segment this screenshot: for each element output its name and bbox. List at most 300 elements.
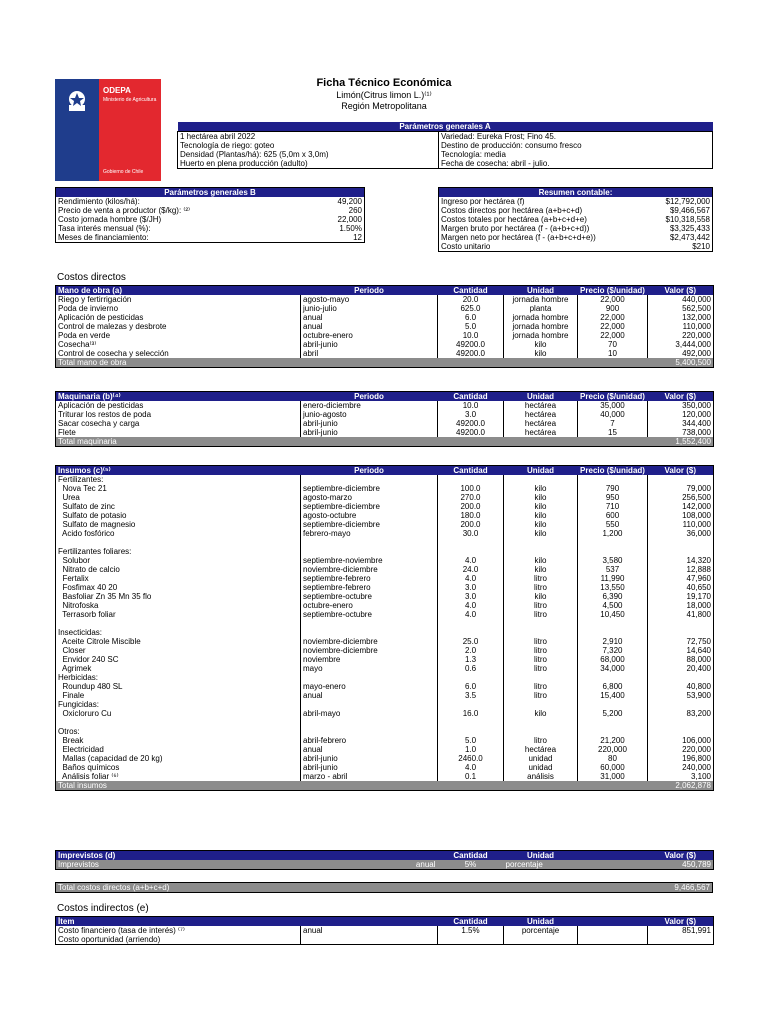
cell: Mallas (capacidad de 20 kg) [58,754,163,763]
cell: kilo [504,565,578,574]
cell [56,718,301,727]
cell: 1.5% [438,926,504,935]
cell: unidad [504,763,578,772]
cell: Aplicación de pesticidas [58,313,144,322]
cell: 537 [578,565,648,574]
cell [301,718,438,727]
table-row [56,538,714,547]
cell: 68,000 [578,655,648,664]
cell: 562,500 [648,304,714,313]
cell: 625.0 [438,304,504,313]
cell: 3,444,000 [648,340,714,349]
col-header: Valor ($) [648,392,714,402]
total-label: Total costos directos (a+b+c+d) [58,883,170,892]
cell: 900 [578,304,648,313]
cell: litro [504,637,578,646]
table-header [56,286,714,296]
cell: Roundup 480 SL [58,682,123,691]
cell [578,628,648,637]
cell: Triturar los restos de poda [58,410,152,419]
cell: 35,000 [578,401,648,410]
cell: anual [301,926,438,935]
cell: Fertalix [58,574,89,583]
cell [56,619,301,628]
cell: 240,000 [648,763,714,772]
cell: litro [504,691,578,700]
resumen-table [438,187,713,252]
cell: 2.0 [438,646,504,655]
table-row [56,565,714,574]
table-row [56,419,714,428]
cell [438,673,504,682]
cell: 550 [578,520,648,529]
col-header: Valor ($) [648,851,714,861]
cell: 180.0 [438,511,504,520]
table-row [56,511,714,520]
cell: Terrasorb foliar [58,610,116,619]
cell: 220,000 [578,745,648,754]
param-a-item: Destino de producción: consumo fresco [441,141,582,150]
table-row [56,304,714,313]
costos-directos-heading: Costos directos [57,272,126,283]
cell: litro [504,655,578,664]
param-b-value: 1.50% [339,224,362,233]
cell: 49200.0 [438,349,504,358]
cell [578,727,648,736]
page-title: Ficha Técnico Económica [316,77,452,89]
cell: 5% [464,860,477,869]
cell: 49200.0 [438,428,504,437]
cell: 3,100 [648,772,714,781]
cell: Análisis foliar ⁽⁶⁾ [58,772,119,781]
total-row [56,358,714,368]
cell: Oxicloruro Cu [58,709,112,718]
resumen-value: $2,473,442 [669,233,710,242]
cell: litro [504,682,578,691]
cell: Aceite Citrole Miscible [58,637,141,646]
cell: 256,500 [648,493,714,502]
cell: hectárea [504,410,578,419]
cell: kilo [504,484,578,493]
cell: 15 [578,428,648,437]
cell: 110,000 [648,520,714,529]
cell: 851,991 [648,926,714,935]
cell: 220,000 [648,745,714,754]
resumen-label: Margen neto por hectárea (f - (a+b+c+d+e)) [441,233,596,242]
param-b-label: Precio de venta a productor ($/kg): ⁽²⁾ [58,206,190,215]
logo-gov: Gobierno de Chile [103,169,144,175]
param-a-item: 1 hectárea abril 2022 [180,132,256,141]
table-row [56,646,714,655]
param-b-value: 22,000 [337,215,362,224]
param-b-label: Meses de financiamiento: [58,233,149,242]
resumen-value: $12,792,000 [665,197,710,206]
cell [301,619,438,628]
cell: 49200.0 [438,419,504,428]
cell: hectárea [504,401,578,410]
cell: 15,400 [578,691,648,700]
cell: litro [504,736,578,745]
table-row [56,736,714,745]
cell: abril-junio [301,419,438,428]
cell: litro [504,574,578,583]
cell [504,628,578,637]
cell: Fertilizantes: [58,475,104,484]
cell [438,628,504,637]
col-header: Cantidad [438,466,504,476]
table-row [56,691,714,700]
col-header: Periodo [301,392,438,402]
cell: litro [504,646,578,655]
cell: 83,200 [648,709,714,718]
table-row [56,601,714,610]
table-row [56,322,714,331]
col-header: Unidad [504,917,578,927]
cell: 0.1 [438,772,504,781]
cell: Insecticidas: [58,628,103,637]
cell: kilo [504,493,578,502]
logo-sub: Ministerio de Agricultura [103,97,157,103]
cell: 6,800 [578,682,648,691]
maquinaria-rows [56,401,714,437]
resumen-value: $3,325,433 [669,224,710,233]
table-row [56,484,714,493]
cell: 4.0 [438,556,504,565]
cell [438,935,504,945]
cell: 22,000 [578,313,648,322]
cell: 12,888 [648,565,714,574]
col-header: Periodo [301,466,438,476]
cell: Break [58,736,84,745]
table-row [56,709,714,718]
cell: 22,000 [578,331,648,340]
cell: kilo [504,529,578,538]
cell: 49200.0 [438,340,504,349]
cell: agosto-marzo [301,493,438,502]
cell: litro [504,664,578,673]
table-row [56,610,714,619]
cell: Fosfimax 40 20 [58,583,118,592]
cell: kilo [504,349,578,358]
cell [301,475,438,484]
table-row [56,754,714,763]
col-header [301,851,438,861]
cell: 100.0 [438,484,504,493]
cell: litro [504,583,578,592]
table-row [56,340,714,349]
cell [578,700,648,709]
cell: kilo [504,520,578,529]
cell: 53,900 [648,691,714,700]
table-row [56,619,714,628]
insumos-table [55,465,714,791]
cell: abril-junio [301,340,438,349]
total-label: Total maquinaria [58,437,117,446]
cell: litro [504,610,578,619]
cell [438,700,504,709]
cell: septiembre-febrero [301,583,438,592]
table-row [56,664,714,673]
cell: 20,400 [648,664,714,673]
cell: 132,000 [648,313,714,322]
cell: octubre-enero [301,331,438,340]
param-a-item: Huerto en plena producción (adulto) [180,159,308,168]
table-header [56,392,714,402]
col-header: Precio ($/unidad) [578,392,648,402]
table-row [56,718,714,727]
cell: 20.0 [438,295,504,304]
cell: 41,800 [648,610,714,619]
col-header: Insumos (c)⁽⁵⁾ [56,466,301,476]
cell: porcentaje [504,926,578,935]
cell: 5,200 [578,709,648,718]
cell: 47,960 [648,574,714,583]
total-row [56,437,714,447]
cell: febrero-mayo [301,529,438,538]
cell: Riego y fertirrigación [58,295,132,304]
cell: 80 [578,754,648,763]
cell: 3.0 [438,410,504,419]
total-label: Total mano de obra [58,358,127,367]
cell: Finale [58,691,85,700]
cell [648,628,714,637]
cell [438,475,504,484]
cell: 2460.0 [438,754,504,763]
cell: litro [504,601,578,610]
cell [504,935,578,945]
table-header [56,466,714,476]
col-header: Periodo [301,286,438,296]
cell: 36,000 [648,529,714,538]
cell: 14,320 [648,556,714,565]
cell: noviembre [301,655,438,664]
cell: 10,450 [578,610,648,619]
cell: 6,390 [578,592,648,601]
cell: 34,000 [578,664,648,673]
cell: Sulfato de zinc [58,502,115,511]
table-row [56,475,714,484]
cell: 6.0 [438,682,504,691]
mano-obra-table [55,285,714,368]
cell: hectárea [504,428,578,437]
cell: 344,400 [648,419,714,428]
cell: Solubor [58,556,91,565]
table-row [56,493,714,502]
cell: Imprevistos [58,860,99,869]
cell: 4.0 [438,574,504,583]
cell [438,547,504,556]
cell: 790 [578,484,648,493]
table-row [56,295,714,304]
cell: 492,000 [648,349,714,358]
cell: 3.0 [438,592,504,601]
param-a-item: Tecnología: media [441,150,506,159]
cell: septiembre-febrero [301,574,438,583]
cell: Agrimek [58,664,92,673]
cell: Nitrofoska [58,601,99,610]
table-row [56,331,714,340]
cell: Flete [58,428,76,437]
total-value: 5,400,500 [675,358,711,367]
table-row [56,583,714,592]
cell: 600 [578,511,648,520]
col-header: Maquinaria (b)⁽⁴⁾ [56,392,301,402]
cell: 10 [578,349,648,358]
cell [578,718,648,727]
cell: 24.0 [438,565,504,574]
cell: 108,000 [648,511,714,520]
cell [648,475,714,484]
table-row [56,682,714,691]
cell: 710 [578,502,648,511]
cell: kilo [504,709,578,718]
col-header: Valor ($) [648,466,714,476]
table-row [56,700,714,709]
table-row [56,520,714,529]
cell: 19,170 [648,592,714,601]
resumen-label: Ingreso por hectárea (f) [441,197,525,206]
table-row [56,502,714,511]
page-subtitle: Limón(Citrus limon L.)⁽¹⁾ [336,90,432,100]
params-a-title: Parámetros generales A [178,122,713,132]
cell: anual [301,745,438,754]
cell: 7 [578,419,648,428]
total-value: 1,552,400 [675,437,711,446]
col-header: Imprevistos (d) [56,851,301,861]
col-header: Cantidad [438,917,504,927]
table-row [56,926,714,935]
cell: Nova Tec 21 [58,484,107,493]
cell [578,926,648,935]
cell: 4.0 [438,763,504,772]
cell [504,547,578,556]
cell: 120,000 [648,410,714,419]
cell: Cosecha⁽³⁾ [58,340,97,349]
col-header: Valor ($) [648,917,714,927]
cell: Electricidad [58,745,104,754]
cell: septiembre-diciembre [301,520,438,529]
param-a-item: Fecha de cosecha: abril - julio. [441,159,550,168]
cell [648,619,714,628]
cell: Control de malezas y desbrote [58,322,167,331]
resumen-value: $9,466,567 [669,206,710,215]
cell: 31,000 [578,772,648,781]
cell: 200.0 [438,520,504,529]
cell: 40,650 [648,583,714,592]
cell: mayo [301,664,438,673]
cell: 6.0 [438,313,504,322]
cell: anual [301,322,438,331]
cell [301,727,438,736]
cell: 3,580 [578,556,648,565]
cell [648,547,714,556]
cell: planta [504,304,578,313]
cell: 440,000 [648,295,714,304]
cell: 13,550 [578,583,648,592]
col-header: Mano de obra (a) [56,286,301,296]
cell [301,547,438,556]
table-row [56,745,714,754]
cell: Basfoliar Zn 35 Mn 35 flo [58,592,152,601]
resumen-label: Costos directos por hectárea (a+b+c+d) [441,206,583,215]
imprevistos-table [55,850,714,870]
cell: noviembre-diciembre [301,565,438,574]
cell: 738,000 [648,428,714,437]
cell: 40,800 [648,682,714,691]
cell: jornada hombre [504,313,578,322]
page-region: Región Metropolitana [341,101,427,111]
cell: 4,500 [578,601,648,610]
cell: Poda de invierno [58,304,119,313]
cell: unidad [504,754,578,763]
total-value: 9,466,567 [674,883,710,892]
table-row [56,410,714,419]
cell [578,860,648,870]
table-row [56,637,714,646]
cell [578,619,648,628]
cell: 79,000 [648,484,714,493]
logo-org: ODEPA [103,86,131,95]
cell [578,935,648,945]
params-a-left [178,132,439,169]
cell: jornada hombre [504,295,578,304]
cell: Costo financiero (tasa de interés) ⁽⁷⁾ [58,926,185,935]
cell [504,538,578,547]
indirectos-rows [56,926,714,945]
cell: abril-mayo [301,709,438,718]
cell [56,538,301,547]
cell: 5.0 [438,736,504,745]
cell: 450,789 [682,860,711,869]
cell: 11,990 [578,574,648,583]
cell: 25.0 [438,637,504,646]
cell [438,718,504,727]
cell: 950 [578,493,648,502]
cell: anual [415,860,436,869]
resumen-title: Resumen contable: [439,188,713,198]
params-a-right [439,132,713,169]
cell [648,700,714,709]
cell: junio-agosto [301,410,438,419]
cell: septiembre-octubre [301,592,438,601]
cell: Sacar cosecha y carga [58,419,140,428]
cell: 1,200 [578,529,648,538]
cell: Fungicidas: [58,700,99,709]
cell: Closer [58,646,86,655]
cell: 22,000 [578,295,648,304]
cell: 142,000 [648,502,714,511]
cell [648,935,714,945]
param-b-label: Costo jornada hombre ($/JH) [58,215,162,224]
costos-indirectos-heading: Costos indirectos (e) [57,903,149,914]
table-row [56,860,714,870]
cell [648,673,714,682]
cell: 1.3 [438,655,504,664]
table-row [56,592,714,601]
cell: hectárea [504,419,578,428]
cell: 4.0 [438,601,504,610]
col-header: Unidad [504,466,578,476]
param-a-item: Tecnología de riego: goteo [180,141,275,150]
col-header: Cantidad [438,286,504,296]
table-row [56,935,714,945]
table-row [56,428,714,437]
cell: 21,200 [578,736,648,745]
cell: hectárea [504,745,578,754]
col-header [578,917,648,927]
cell [438,538,504,547]
col-header: Precio ($/unidad) [578,286,648,296]
